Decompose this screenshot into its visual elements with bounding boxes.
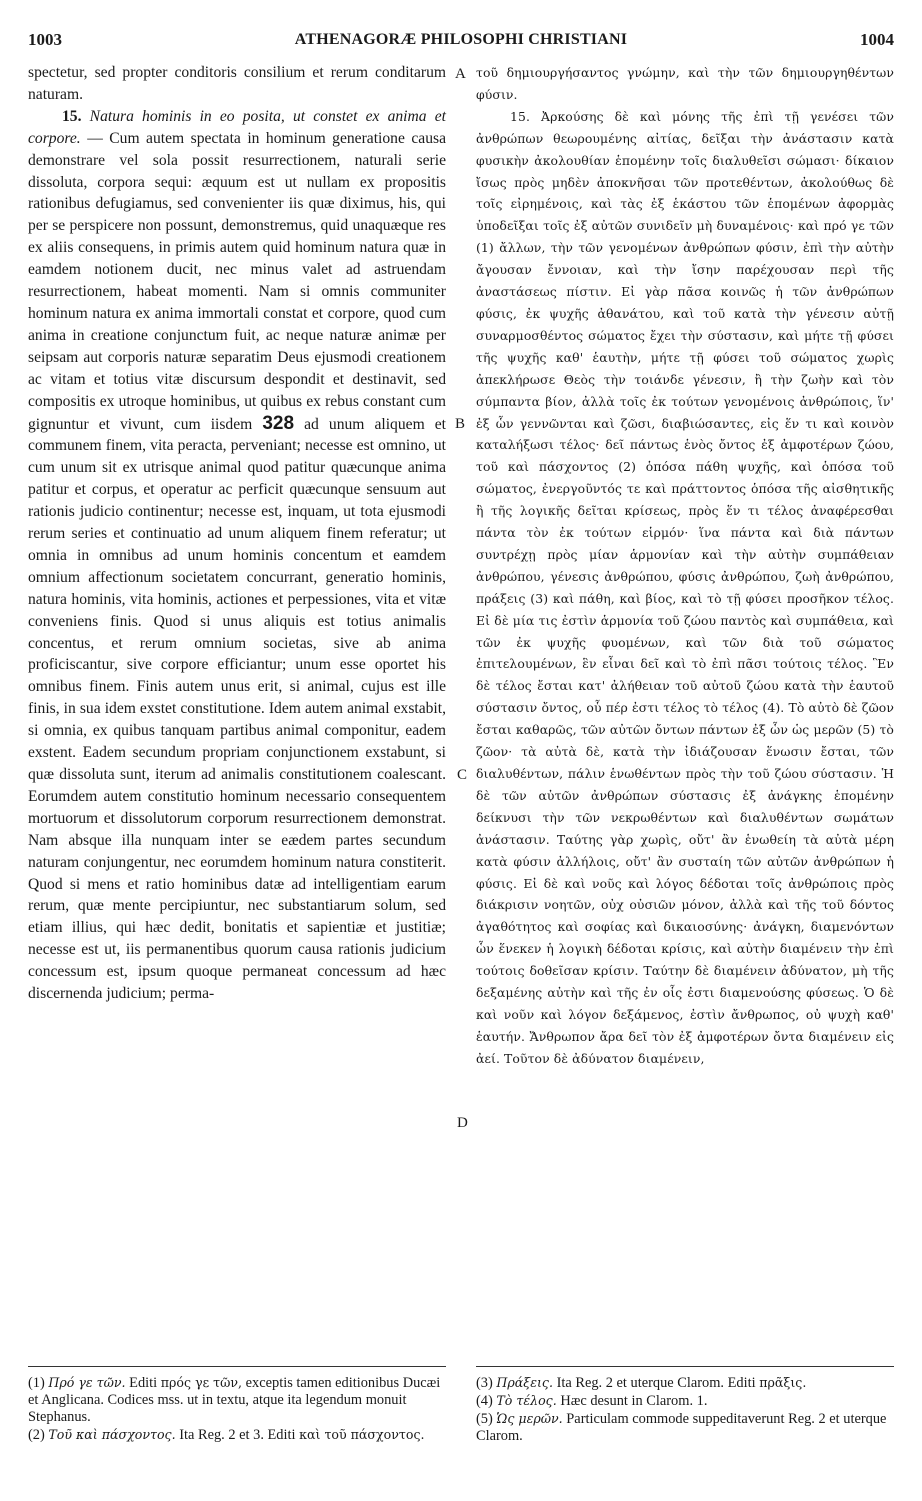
latin-paragraph-intro: spectetur, sed propter conditoris consilium et rerum conditarum naturam. — [28, 64, 446, 103]
greek-paragraph-intro: τοῦ δημιουργήσαντος γνώμην, καὶ τὴν τῶν δημιουργηθέντων φύσιν. — [476, 65, 894, 102]
margin-marker-b: B — [455, 416, 466, 432]
latin-section-text-b: ad unum aliquem et communem finem, vita peracta, perveniant; necesse est omnino, ut cum unum sit ex utrisque animal quod patitur quæcunque anima patitur et corpus, et operatur ac perficit quæcunque sensuum aut rationis judicio continentur; necesse est, inquam, ut tota ejusmodi rerum series et continuatio ad unum aliquem finem referatur; ut omnia in omnibus ad unum hominis concentum et eamdem omnium affectionum societatem concurrant, generatio hominis, natura hominis, vita hominis, actiones et perpessiones, vita et vitæ conveniens finis. Quod si unus aliquis est totius animalis concentus, et rerum omnium societas, sive ab anima proficiscantur, sive corpore efficiantur; unum esse oportet his omnibus finem. Finis autem unus erit, si animal, cujus est ille finis, in sua idem exstet constitutione. Idem autem animal exstabit, si omnia, ex quibus tanquam partibus animal componitur, eadem exstent. Eadem secundum propriam conjunctionem exstabunt, si quæ dissoluta sunt, iterum ad animalis constitutionem coalescant. Eorumdem autem constitutio hominum necessario consequentem mortuorum et dissolutorum corporum resurrectionem demonstrat. Nam absque illa nunquam inter se eædem partes secundum naturam conjungentur, nec eorumdem hominum natura constiterit. Quod si mens et ratio hominibus datæ ad intelligentiam earum rerum, quæ mente percipiuntur, nec substantiarum solum, sed etiam illius, qui hæc dedit, bonitatis et sapientiæ et justitiæ; necesse est ut, iis permanentibus quorum causa rationis judicium concessum est, ipsum quoque permaneat concessum ad hæc discernenda judicium; perma- — [28, 415, 447, 1003]
margin-marker-a: A — [455, 66, 466, 82]
footnotes-left — [28, 1374, 446, 1444]
footnote-divider-left — [28, 1366, 446, 1367]
footnote-5: (5) Ὡς μερῶν. Particulam commode suppeditaverunt Reg. 2 et uterque Clarom. — [476, 1411, 887, 1444]
latin-column — [28, 62, 446, 1005]
page-header — [28, 30, 894, 54]
running-title: ATHENAGORÆ PHILOSOPHI CHRISTIANI — [294, 31, 628, 48]
latin-section-15 — [28, 106, 446, 1005]
footnote-1: (1) Πρό γε τῶν. Editi πρός γε τῶν, exceptis tamen editionibus Ducæi et Anglicana. Codices mss. ut in textu, atque ita legendum monuit Stephanus. — [28, 1375, 441, 1425]
footnote-2: (2) Τοῦ καὶ πάσχοντος. Ita Reg. 2 et 3. Editi καὶ τοῦ πάσχοντος. — [28, 1427, 425, 1443]
footnotes-right — [476, 1374, 894, 1445]
greek-section-15 — [476, 106, 894, 1070]
greek-column — [476, 62, 894, 1070]
page-badge: 328 — [262, 412, 295, 434]
page-number-right: 1004 — [860, 30, 894, 49]
margin-marker-d: D — [457, 1115, 468, 1131]
latin-section-text-a: — Cum autem spectata in hominum generatione causa demonstrare vel sola possit resurrectionem, naturali serie dissoluta, corpora sequi: æquum est ut nullam ex propositis rationibus defugiamus, sed convenienter iis quæ diximus, his, qui per se perspicere non possunt, demonstremus, quid unaquæque res ex aliis consequens, in primis autem quid hominum natura quæ in eamdem notionem ducit, nec minus valet ad astruendam resurrectionem, habeat momenti. Nam si omnis communiter hominum natura ex anima immortali constat et corpore, quod cum anima in creatione conjunctum fuit, ac neque naturæ animæ per seipsam aut corporis naturæ separatim Deus ejusmodi creationem ac vitam et totius vitæ discursum despondit et destinavit, sed compositis ex utroque hominibus, ut quibus ex rebus constant cum gignuntur et vivunt, cum iisdem — [28, 129, 447, 433]
latin-section-title: Natura hominis in eo posita, ut constet ex anima et corpore. — [28, 107, 446, 147]
footnote-3: (3) Πράξεις. Ita Reg. 2 et uterque Clarom. Editi πρᾶξις. — [476, 1375, 807, 1391]
margin-marker-c: C — [457, 767, 468, 783]
greek-section-text: Ἀρκούσης δὲ καὶ μόνης τῆς ἐπὶ τῇ γενέσει τῶν ἀνθρώπων θεωρουμένης αἰτίας, δεῖξαι τὴν ἀνάστασιν κατὰ φυσικὴν ἀκολουθίαν ἑπομένην τοῖς διαλυθεῖσι σώμασι· δίκαιον ἴσως πρὸς μηδὲν ἀποκνῆσαι τῶν προτεθέντων, ἀκολούθως δὲ τοῖς εἰρημένοις, καὶ τὰς ἐξ ἑκάστου τῶν ἑπομένων ἀφορμὰς ὑποδεῖξαι τοῖς ἐξ αὐτῶν συνιδεῖν μὴ δυναμένοις· καὶ πρό γε τῶν (1) ἄλλων, τὴν τῶν γενομένων ἀνθρώπων φύσιν, ἐπὶ τὴν αὐτὴν ἄγουσαν ἔννοιαν, καὶ τὴν ἴσην παρέχουσαν περὶ τῆς ἀναστάσεως πίστιν. Εἰ γὰρ πᾶσα κοινῶς ἡ τῶν ἀνθρώπων φύσις, ἐκ ψυχῆς ἀθανάτου, καὶ τοῦ κατὰ τὴν γένεσιν αὐτῇ συναρμοσθέντος σώματος ἔχει τὴν σύστασιν, καὶ μήτε τῇ φύσει τῆς ψυχῆς καθ' ἑαυτὴν, μήτε τῇ φύσει τοῦ σώματος χωρὶς ἀπεκλήρωσε Θεὸς τὴν τοιάνδε γένεσιν, ἢ τὴν ζωὴν καὶ τὸν σύμπαντα βίον, ἀλλὰ τοῖς ἐκ τούτων γενομένοις ἀνθρώποις, ἵν' ἐξ ὧν γεννῶνται καὶ ζῶσι, διαβιώσαντες, εἰς ἕν τι καὶ κοινὸν καταλήξωσι τέλος· δεῖ πάντως ἑνὸς ὄντος ἐξ ἀμφοτέρων ζώου, τοῦ καὶ πάσχοντος (2) ὁπόσα πάθη ψυχῆς, καὶ ὁπόσα τοῦ σώματος, ἐνεργοῦντός τε καὶ πράττοντος ὁπόσα τῆς αἰσθητικῆς ἢ τῆς λογικῆς δεῖται κρίσεως, πρὸς ἕν τι τέλος ἀναφέρεσθαι πάντα τὸν ἐκ τούτων εἱρμόν· ἵνα πάντα καὶ διὰ πάντων συντρέχῃ πρὸς μίαν ἁρμονίαν καὶ τὴν αὐτὴν συμπάθειαν ἀνθρώπου, γένεσις ἀνθρώπου, φύσις ἀνθρώπου, ζωὴ ἀνθρώπου, πράξεις (3) καὶ πάθη, καὶ βίος, καὶ τὸ τῇ φύσει προσῆκον τέλος. Εἰ δὲ μία τις ἐστὶν ἁρμονία τοῦ ζώου παντὸς καὶ συμπάθεια, καὶ τῶν ἐκ ψυχῆς φυομένων, καὶ τῶν διὰ τοῦ σώματος ἐπιτελουμένων, ἓν εἶναι δεῖ καὶ τὸ ἐπὶ πᾶσι τούτοις τέλος. Ἓν δὲ τέλος ἔσται κατ' ἀλήθειαν τοῦ αὐτοῦ ζώου κατὰ τὴν ἑαυτοῦ σύστασιν ὄντος, οὗ πέρ ἐστι τέλος τὸ τέλος (4). Τὸ αὐτὸ δὲ ζῶον ἔσται καθαρῶς, τῶν αὐτῶν ὄντων πάντων ἐξ ὧν ὡς μερῶν (5) τὸ ζῶον· τὰ αὐτὰ δὲ, κατὰ τὴν ἰδιάζουσαν ἕνωσιν ἔσται, τῶν διαλυθέντων, πάλιν ἑνωθέντων πρὸς τὴν τοῦ ζώου σύστασιν. Ἡ δὲ τῶν αὐτῶν ἀνθρώπων σύστασις ἐξ ἀνάγκης ἑπομένην δείκνυσι τὴν τῶν νεκρωθέντων καὶ διαλυθέντων σωμάτων ἀνάστασιν. Ταύτης γὰρ χωρὶς, οὔτ' ἂν ἑνωθείη τὰ αὐτὰ μέρη κατὰ φύσιν ἀλλήλοις, οὔτ' ἂν συσταίη τῶν αὐτῶν ἀνθρώπων ἡ φύσις. Εἰ δὲ καὶ νοῦς καὶ λόγος δέδοται τοῖς ἀνθρώποις πρὸς διάκρισιν νοητῶν, οὐχ οὐσιῶν μόνον, ἀλλὰ καὶ τῆς τοῦ δόντος ἀγαθότητος καὶ σοφίας καὶ δικαιοσύνης· ἀνάγκη, διαμενόντων ὧν ἕνεκεν ἡ λογικὴ δέδοται κρίσις, καὶ αὐτὴν διαμένειν τὴν ἐπὶ τούτοις δοθεῖσαν κρίσιν. Ταύτην δὲ διαμένειν ἀδύνατον, μὴ τῆς δεξαμένης αὐτὴν καὶ τῆς ἐν οἷς ἐστι διαμενούσης φύσεως. Ὁ δὲ καὶ νοῦν καὶ λόγον δεξάμενος, ἐστὶν ἄνθρωπος, οὐ ψυχὴ καθ' ἑαυτήν. Ἄνθρωπον ἄρα δεῖ τὸν ἐξ ἀμφοτέρων ὄντα διαμένειν εἰς ἀεί. Τοῦτον δὲ ἀδύνατον διαμένειν, — [476, 108, 894, 1066]
footnote-4: (4) Τὸ τέλος. Hæc desunt in Clarom. 1. — [476, 1393, 708, 1409]
latin-section-number: 15. — [62, 107, 82, 125]
greek-section-number: 15. — [510, 108, 531, 124]
page-number-left: 1003 — [28, 30, 62, 49]
footnote-divider-right — [476, 1366, 894, 1367]
